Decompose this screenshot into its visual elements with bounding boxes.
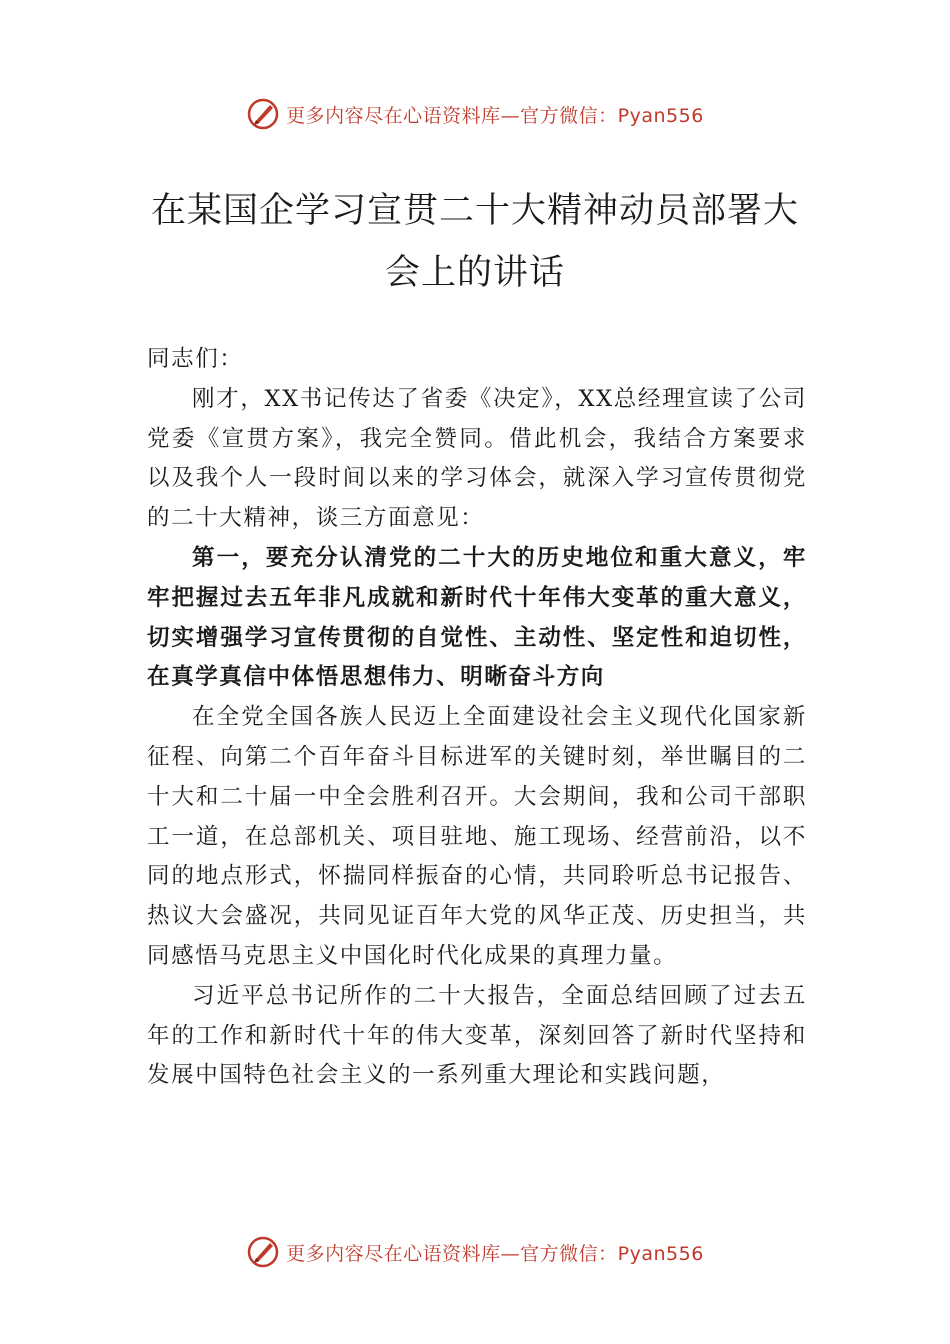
header-banner-text: 更多内容尽在心语资料库—官方微信：Pyan556 bbox=[286, 104, 704, 127]
footer-banner-text: 更多内容尽在心语资料库—官方微信：Pyan556 bbox=[286, 1242, 704, 1265]
footer-wechat-id: Pyan556 bbox=[617, 1242, 704, 1265]
paragraph-2: 在全党全国各族人民迈上全面建设社会主义现代化国家新征程、向第二个百年奋斗目标进军的关键时刻，举世瞩目的二十大和二十届一中全会胜利召开。大会期间，我和公司干部职工一道，在总部机关、项目驻地、施工现场、经营前沿，以不同的地点形式，怀揣同样振奋的心情，共同聆听总书记报告、热议大会盛况，共同见证百年大党的风华正茂、历史担当，共同感悟马克思主义中国化时代化成果的真理力量。 bbox=[147, 704, 807, 969]
paragraph-3: 习近平总书记所作的二十大报告，全面总结回顾了过去五年的工作和新时代十年的伟大变革，深刻回答了新时代坚持和发展中国特色社会主义的一系列重大理论和实践问题， bbox=[147, 982, 807, 1089]
document-title bbox=[120, 180, 830, 304]
section-heading-1: 第一，要充分认清党的二十大的历史地位和重大意义，牢牢把握过去五年非凡成就和新时代十年伟大变革的重大意义，切实增强学习宣传贯彻的自觉性、主动性、坚定性和迫切性，在真学真信中体悟思想伟力、明晰奋斗方向 bbox=[147, 544, 807, 691]
paragraph-1: 刚才，XX书记传达了省委《决定》，XX总经理宣读了公司党委《宣贯方案》，我完全赞同。借此机会，我结合方案要求以及我个人一段时间以来的学习体会，就深入学习宣传贯彻党的二十大精神，谈三方面意见： bbox=[147, 385, 807, 532]
salutation: 同志们： bbox=[147, 346, 244, 372]
title-line-2: 会上的讲话 bbox=[384, 253, 565, 293]
header-banner bbox=[0, 94, 950, 134]
brush-pen-logo-icon bbox=[246, 97, 280, 131]
title-line-1: 在某国企学习宣贯二十大精神动员部署大 bbox=[150, 191, 799, 231]
footer-banner bbox=[0, 1232, 950, 1272]
header-wechat-id: Pyan556 bbox=[617, 104, 704, 127]
brush-pen-logo-icon bbox=[246, 1235, 280, 1269]
document-body bbox=[147, 340, 807, 1096]
